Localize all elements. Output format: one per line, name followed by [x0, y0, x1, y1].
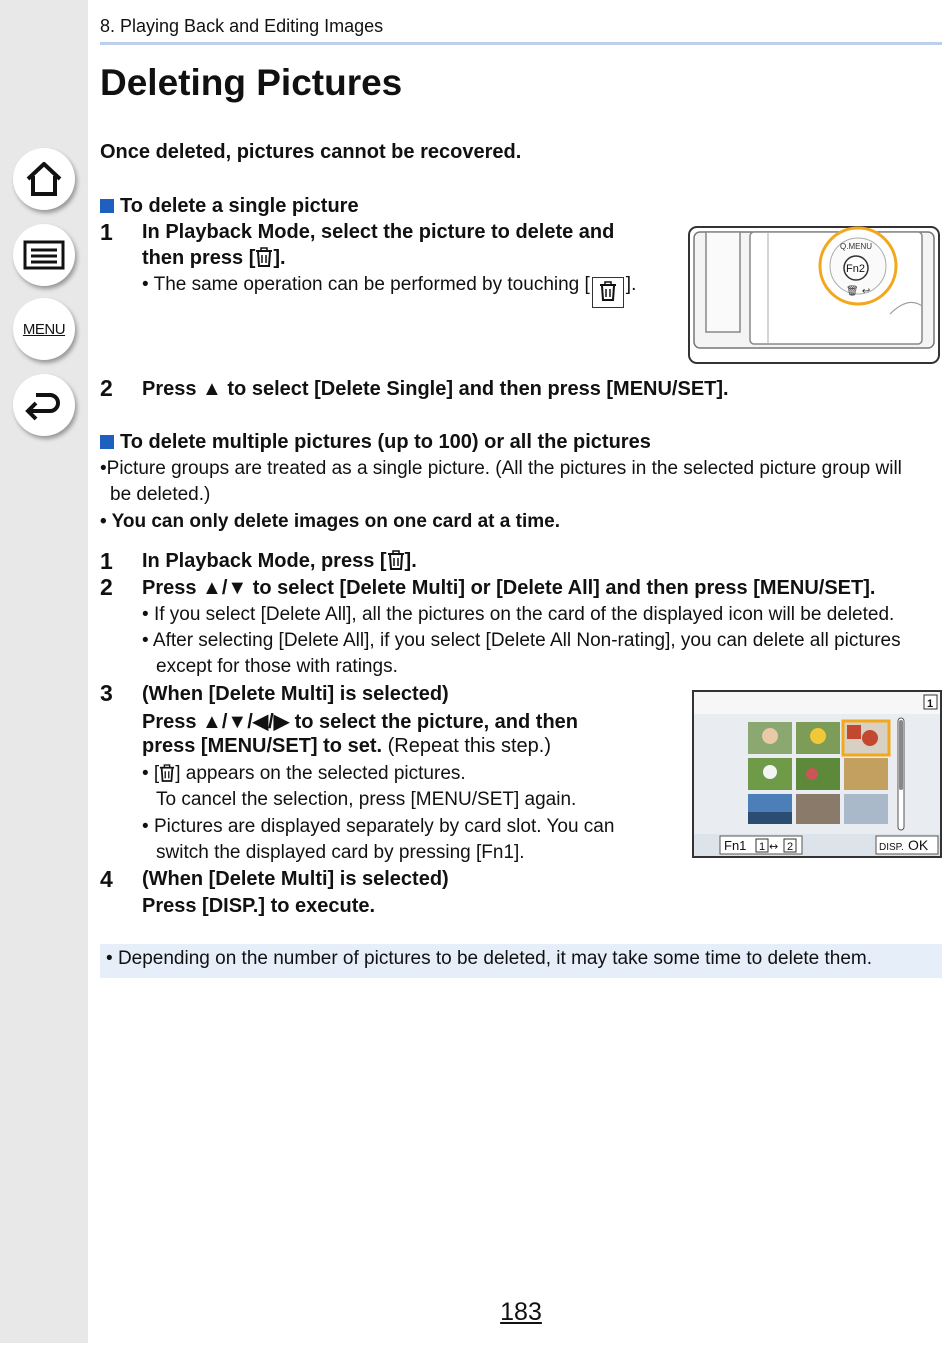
bullet-note: • Pictures are displayed separately by card slot. You can	[142, 816, 615, 837]
svg-text:1: 1	[759, 841, 766, 853]
bullet-note-cont: To cancel the selection, press [MENU/SET] again.	[156, 789, 577, 810]
footnote-text: • Depending on the number of pictures to be deleted, it may take some time to delete them.	[106, 948, 873, 969]
multi-heading: To delete multiple pictures (up to 100) or all the pictures	[100, 431, 651, 454]
bullet-note: •Picture groups are treated as a single picture. (All the pictures in the selected picture group will	[100, 458, 902, 479]
svg-text:DISP.: DISP.	[879, 842, 904, 853]
trash-icon	[255, 247, 273, 267]
disp-ok-hint	[876, 836, 938, 854]
step-number: 1	[100, 219, 113, 245]
trash-icon	[159, 764, 175, 782]
touch-delete-icon	[592, 277, 624, 308]
step-number: 1	[100, 548, 113, 574]
section-marker	[100, 199, 114, 213]
home-icon	[24, 160, 64, 198]
page-number: 183	[500, 1298, 542, 1326]
step-text: Press ▲/▼/◀/▶ to select the picture, and then	[142, 711, 579, 733]
section-header: 8. Playing Back and Editing Images	[100, 16, 384, 36]
step-text: (When [Delete Multi] is selected)	[142, 868, 449, 890]
menu-button[interactable]	[13, 298, 75, 360]
list-icon	[22, 239, 66, 271]
svg-text:OK: OK	[908, 837, 929, 853]
step-text: Press [DISP.] to execute.	[142, 895, 376, 917]
step-text: Press ▲/▼ to select [Delete Multi] or [Delete All] and then press [MENU/SET].	[142, 577, 876, 599]
thumbnail-grid	[748, 721, 889, 824]
step-number: 3	[100, 680, 113, 706]
bullet-note: • If you select [Delete All], all the pictures on the card of the displayed icon will be deleted.	[142, 604, 895, 625]
bullet-note-cont: switch the displayed card by pressing [Fn1].	[156, 842, 525, 863]
step-text: then press [ ].	[142, 247, 286, 269]
step-number: 4	[100, 866, 113, 892]
bullet-note-cont: except for those with ratings.	[156, 656, 398, 677]
home-button[interactable]	[13, 148, 75, 210]
fn1-hint	[720, 836, 802, 854]
camera-illustration	[688, 226, 940, 364]
qmenu-label: Q.MENU	[840, 242, 872, 251]
header-rule	[100, 42, 942, 45]
menu-label: MENU	[22, 320, 66, 338]
page-title: Deleting Pictures	[100, 62, 403, 103]
card-slot-badge: 1	[927, 698, 934, 710]
single-heading: To delete a single picture	[100, 195, 359, 218]
step-text: In Playback Mode, select the picture to delete and	[142, 221, 615, 243]
fn2-label: Fn2	[846, 263, 865, 275]
step-number: 2	[100, 574, 113, 600]
bullet-note: • The same operation can be performed by touching [ ].	[142, 274, 636, 308]
warning-text: Once deleted, pictures cannot be recovered.	[100, 141, 522, 163]
back-button[interactable]	[13, 374, 75, 436]
svg-text:2: 2	[787, 841, 794, 853]
svg-text:↔: ↔	[769, 840, 779, 853]
step-text: Press ▲ to select [Delete Single] and then press [MENU/SET].	[142, 378, 729, 400]
step-number: 2	[100, 375, 113, 401]
bullet-note: • [ ] appears on the selected pictures.	[142, 763, 466, 784]
svg-text:Fn1: Fn1	[724, 838, 747, 853]
bullet-note: • After selecting [Delete All], if you select [Delete All Non-rating], you can delete all pictures	[142, 630, 901, 651]
svg-text:🗑 ↩: 🗑 ↩	[846, 286, 871, 297]
return-arrow-icon	[24, 389, 64, 421]
step-text: press [MENU/SET] to set. (Repeat this step.)	[142, 735, 552, 757]
screen-illustration	[692, 690, 942, 858]
section-marker	[100, 435, 114, 449]
step-text: In Playback Mode, press [ ].	[142, 550, 417, 572]
trash-icon	[387, 550, 405, 570]
bullet-note-cont: be deleted.)	[110, 484, 211, 505]
step-text: (When [Delete Multi] is selected)	[142, 683, 449, 705]
contents-button[interactable]	[13, 224, 75, 286]
bullet-note-bold: • You can only delete images on one card at a time.	[100, 511, 560, 532]
